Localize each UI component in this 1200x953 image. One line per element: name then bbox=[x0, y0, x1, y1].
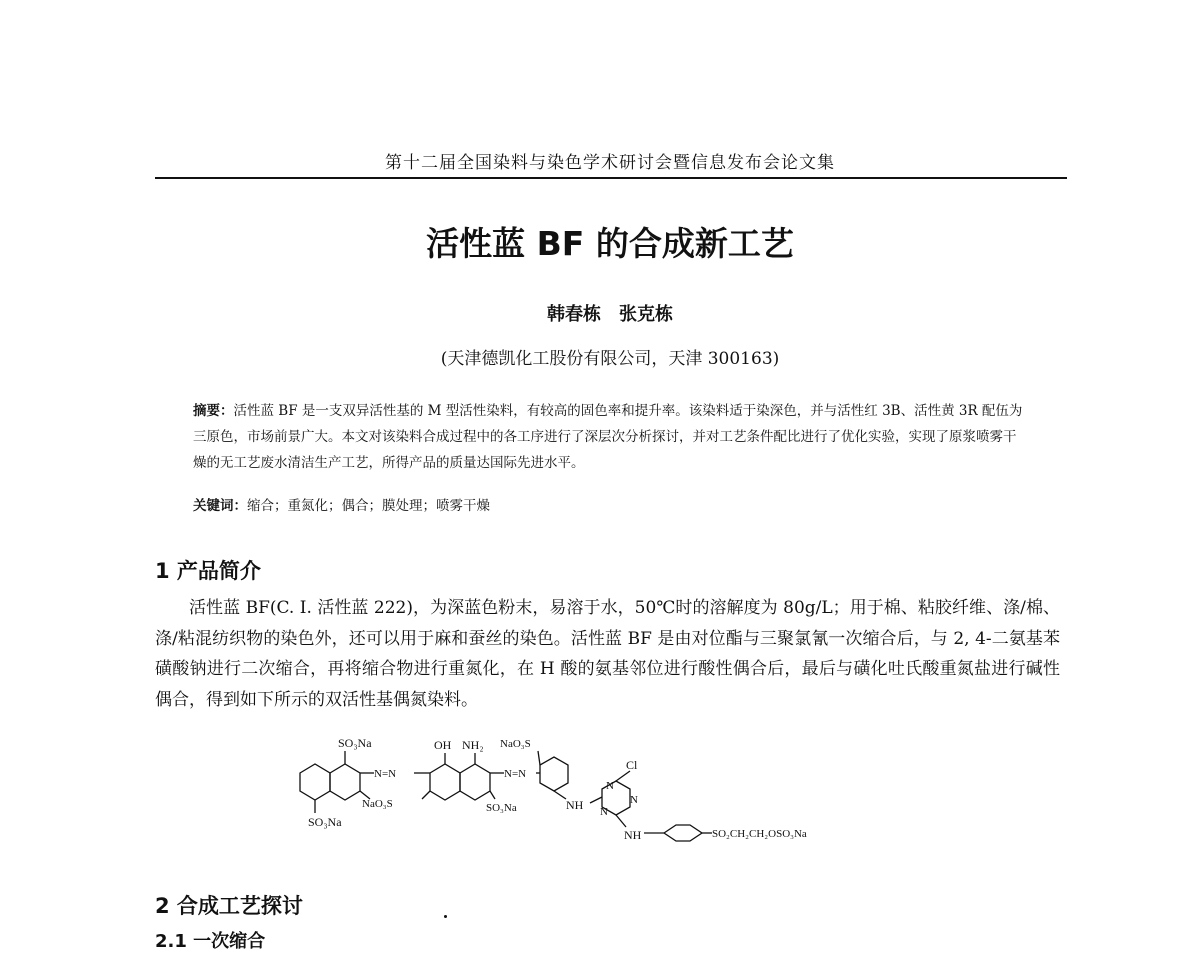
label-cl: Cl bbox=[626, 758, 638, 772]
label-so3na-top: SO₃Na bbox=[338, 736, 372, 750]
label-nh2: NH₂ bbox=[462, 738, 484, 752]
section-1-paragraph: 活性蓝 BF(C. I. 活性蓝 222)，为深蓝色粉末，易溶于水，50℃时的溶解度为 80g/L；用于棉、粘胶纤维、涤/棉、涤/粘混纺织物的染色外，还可以用于麻和蚕丝的染色。活性蓝 BF 是由对位酯与三聚氯氰一次缩合后，与 2, 4-二氨基苯磺酸钠进行二次缩合，再将缩合物进行重氮化，在 H 酸的氨基邻位进行酸性偶合后，最后与磺化吐氏酸重氮盐进行碱性偶合，得到如下所示的双活性基偶氮染料。 bbox=[155, 598, 1060, 710]
naphthalene-ring-2a bbox=[430, 764, 460, 800]
label-so3na-mid: SO₃Na bbox=[486, 802, 517, 814]
abstract bbox=[193, 398, 1023, 476]
scan-speck bbox=[444, 915, 447, 918]
label-n-2: N bbox=[630, 794, 638, 806]
paper-authors: 韩春栋 张克栋 bbox=[547, 304, 673, 325]
paper-title: 活性蓝 BF 的合成新工艺 bbox=[426, 224, 794, 263]
naphthalene-ring-1a bbox=[300, 764, 330, 800]
label-n-3: N bbox=[600, 806, 608, 818]
chemical-structure-diagram bbox=[290, 733, 850, 853]
label-azo-1: N=N bbox=[374, 768, 397, 780]
label-nh-1: NH bbox=[566, 798, 584, 812]
label-nao3s-mid: NaO₃S bbox=[362, 798, 393, 810]
label-azo-2: N=N bbox=[504, 768, 527, 780]
naphthalene-ring-1b bbox=[330, 764, 360, 800]
benzene-ring-1 bbox=[540, 757, 568, 791]
label-nao3s-top: NaO₃S bbox=[500, 738, 531, 750]
abstract-text: 活性蓝 BF 是一支双异活性基的 M 型活性染料，有较高的固色率和提升率。该染料适于染深色，并与活性红 3B、活性黄 3R 配伍为三原色，市场前景广大。本文对该染料合成过程中的各工序进行了深层次分析探讨，并对工艺条件配比进行了优化实验，实现了原浆喷雾干燥的无工艺废水清洁生产工艺，所得产品的质量达国际先进水平。 bbox=[193, 403, 1023, 471]
keywords bbox=[193, 494, 1023, 514]
section-1-body bbox=[155, 593, 1060, 715]
label-oh: OH bbox=[434, 738, 452, 752]
label-nh-2: NH bbox=[624, 828, 642, 842]
benzene-ring-2 bbox=[664, 825, 702, 841]
section-2-1-heading: 2.1 一次缩合 bbox=[155, 931, 266, 952]
keywords-label: 关键词： bbox=[193, 498, 247, 514]
proceedings-header: 第十二届全国染料与染色学术研讨会暨信息发布会论文集 bbox=[385, 153, 835, 173]
label-sulfonyl-group: SO₂CH₂CH₂OSO₃Na bbox=[712, 828, 807, 840]
label-so3na-bottom: SO₃Na bbox=[308, 815, 342, 829]
header-rule bbox=[155, 177, 1067, 179]
label-n-1: N bbox=[606, 780, 614, 792]
section-1-heading: 1 产品简介 bbox=[155, 559, 261, 583]
section-2-heading: 2 合成工艺探讨 bbox=[155, 894, 303, 918]
keywords-text: 缩合；重氮化；偶合；膜处理；喷雾干燥 bbox=[247, 498, 490, 514]
abstract-label: 摘要： bbox=[193, 403, 234, 419]
naphthalene-ring-2b bbox=[460, 764, 490, 800]
paper-affiliation: (天津德凯化工股份有限公司，天津 300163) bbox=[440, 349, 780, 369]
